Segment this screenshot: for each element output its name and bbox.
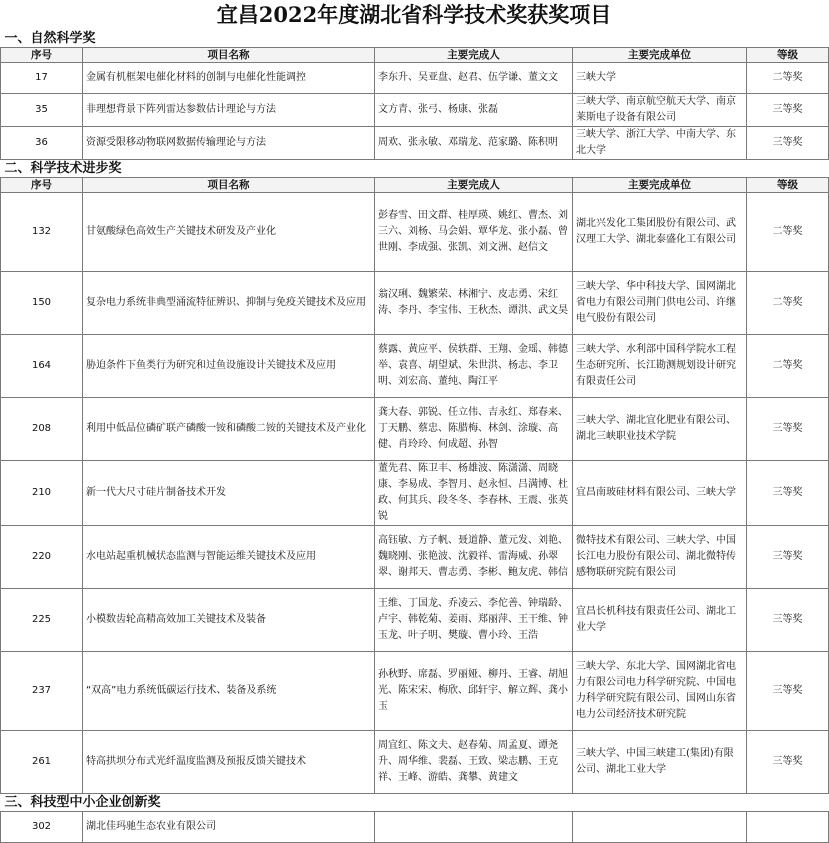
header-units: 主要完成单位 — [573, 48, 747, 63]
section-row — [1, 794, 829, 812]
main-contributors: 文方青、张弓、杨康、张磊 — [375, 94, 573, 127]
main-units: 三峡大学、中国三峡建工(集团)有限公司、湖北工业大学 — [573, 731, 747, 794]
award-table — [0, 30, 829, 843]
row-number: 35 — [1, 94, 83, 127]
section-title: 三、科技型中小企业创新奖 — [1, 794, 829, 812]
award-grade — [747, 812, 829, 843]
project-name: 小模数齿轮高精高效加工关键技术及装备 — [83, 589, 375, 652]
table-row — [1, 63, 829, 94]
main-contributors: 董先君、陈卫丰、杨雄波、陈潇潇、周晓康、李易成、李智月、赵永恒、吕满博、杜政、何其兵、段冬冬、李春林、王震、张英锐 — [375, 461, 573, 526]
main-contributors: 高钰敏、方子帆、聂道静、董元发、刘艳、魏晓刚、张艳波、沈毅祥、雷海威、孙翠翠、谢邦天、曹志勇、李彬、鲍友虎、韩信 — [375, 526, 573, 589]
main-contributors: 蔡露、黄应平、侯轶群、王翔、金瑶、韩德举、袁喜、胡望斌、朱世洪、杨志、李卫明、刘宏高、董纯、陶江平 — [375, 335, 573, 398]
header-row — [1, 48, 829, 63]
main-units: 三峡大学、东北大学、国网湖北省电力有限公司电力科学研究院、中国电力科学研究院有限公司、国网山东省电力公司经济技术研究院 — [573, 652, 747, 731]
table-row — [1, 812, 829, 843]
main-units: 宜昌长机科技有限责任公司、湖北工业大学 — [573, 589, 747, 652]
main-units: 宜昌南玻硅材料有限公司、三峡大学 — [573, 461, 747, 526]
award-grade: 三等奖 — [747, 589, 829, 652]
main-contributors: 孙秋野、席磊、罗丽娅、柳丹、王睿、胡旭光、陈宋宋、梅欣、邱轩宇、解立辉、龚小玉 — [375, 652, 573, 731]
main-units: 三峡大学、湖北宜化肥业有限公司、湖北三峡职业技术学院 — [573, 398, 747, 461]
award-grade: 三等奖 — [747, 461, 829, 526]
award-grade: 三等奖 — [747, 731, 829, 794]
project-name: 资源受限移动物联网数据传输理论与方法 — [83, 127, 375, 160]
table-row — [1, 652, 829, 731]
award-grade: 二等奖 — [747, 272, 829, 335]
award-grade: 二等奖 — [747, 63, 829, 94]
main-contributors: 龚大春、郭锐、任立伟、吉永红、郑春来、丁天鹏、蔡忠、陈腊梅、林剑、涂璇、高健、肖玲玲、何成超、孙智 — [375, 398, 573, 461]
table-row — [1, 94, 829, 127]
award-grade: 三等奖 — [747, 652, 829, 731]
header-no: 序号 — [1, 178, 83, 193]
table-row — [1, 193, 829, 272]
project-name: 复杂电力系统非典型涌流特征辨识、抑制与免疫关键技术及应用 — [83, 272, 375, 335]
main-units: 三峡大学、南京航空航天大学、南京莱斯电子设备有限公司 — [573, 94, 747, 127]
main-units: 湖北兴发化工集团股份有限公司、武汉理工大学、湖北泰盛化工有限公司 — [573, 193, 747, 272]
table-row — [1, 731, 829, 794]
header-project: 项目名称 — [83, 48, 375, 63]
award-grade: 二等奖 — [747, 193, 829, 272]
section-title: 一、自然科学奖 — [1, 30, 829, 48]
row-number: 302 — [1, 812, 83, 843]
main-units: 三峡大学、水利部中国科学院水工程生态研究所、长江勘测规划设计研究有限责任公司 — [573, 335, 747, 398]
project-name: 非理想背景下阵列雷达参数估计理论与方法 — [83, 94, 375, 127]
award-table-body — [1, 30, 829, 843]
header-grade: 等级 — [747, 178, 829, 193]
header-people: 主要完成人 — [375, 48, 573, 63]
table-row — [1, 398, 829, 461]
main-units: 三峡大学、浙江大学、中南大学、东北大学 — [573, 127, 747, 160]
project-name: 利用中低品位磷矿联产磷酸一铵和磷酸二铵的关键技术及产业化 — [83, 398, 375, 461]
row-number: 36 — [1, 127, 83, 160]
main-contributors: 彭春雪、田文群、桂厚瑛、姚红、曹杰、刘三六、刘杨、马会娟、覃华龙、张小磊、曾世刚、李成强、张凯、刘文洲、赵信文 — [375, 193, 573, 272]
table-row — [1, 461, 829, 526]
project-name: “双高”电力系统低碳运行技术、装备及系统 — [83, 652, 375, 731]
header-row — [1, 178, 829, 193]
award-grade: 三等奖 — [747, 398, 829, 461]
document-title: 宜昌2022年度湖北省科学技术奖获奖项目 — [216, 2, 612, 27]
main-units: 三峡大学、华中科技大学、国网湖北省电力有限公司荆门供电公司、许继电气股份有限公司 — [573, 272, 747, 335]
table-row — [1, 272, 829, 335]
award-grade: 二等奖 — [747, 335, 829, 398]
section-title: 二、科学技术进步奖 — [1, 160, 829, 178]
main-units — [573, 812, 747, 843]
project-name: 胁迫条件下鱼类行为研究和过鱼设施设计关键技术及应用 — [83, 335, 375, 398]
main-contributors — [375, 812, 573, 843]
row-number: 208 — [1, 398, 83, 461]
table-row — [1, 589, 829, 652]
row-number: 210 — [1, 461, 83, 526]
main-contributors: 王维、丁国龙、乔凌云、李佗善、钟瑞龄、卢宇、韩乾菊、姜雨、郑丽萍、王干维、钟玉龙、叶子明、樊璇、曹小玲、王浩 — [375, 589, 573, 652]
row-number: 132 — [1, 193, 83, 272]
row-number: 164 — [1, 335, 83, 398]
row-number: 225 — [1, 589, 83, 652]
project-name: 湖北佳玛驰生态农业有限公司 — [83, 812, 375, 843]
header-no: 序号 — [1, 48, 83, 63]
project-name: 特高拱坝分布式光纤温度监测及预报反馈关键技术 — [83, 731, 375, 794]
project-name: 水电站起重机械状态监测与智能运维关键技术及应用 — [83, 526, 375, 589]
row-number: 220 — [1, 526, 83, 589]
award-grade: 三等奖 — [747, 526, 829, 589]
row-number: 150 — [1, 272, 83, 335]
header-grade: 等级 — [747, 48, 829, 63]
section-row — [1, 160, 829, 178]
project-name: 新一代大尺寸硅片制备技术开发 — [83, 461, 375, 526]
main-contributors: 李东升、吴亚盘、赵君、伍学谦、董文文 — [375, 63, 573, 94]
main-contributors: 翁汉琍、魏繁荣、林湘宁、皮志勇、宋红涛、李丹、李宝伟、王秋杰、谭洪、武文昊 — [375, 272, 573, 335]
section-row — [1, 30, 829, 48]
main-contributors: 周欢、张永敏、邓瑞龙、范家璐、陈积明 — [375, 127, 573, 160]
table-row — [1, 526, 829, 589]
row-number: 17 — [1, 63, 83, 94]
project-name: 甘氨酸绿色高效生产关键技术研发及产业化 — [83, 193, 375, 272]
table-row — [1, 127, 829, 160]
row-number: 237 — [1, 652, 83, 731]
main-contributors: 周宜红、陈文夫、赵春菊、周孟夏、谭尧升、周华维、裴磊、王致、梁志鹏、王克祥、王峰、游皓、龚攀、黄建文 — [375, 731, 573, 794]
main-units: 微特技术有限公司、三峡大学、中国长江电力股份有限公司、湖北微特传感物联研究院有限公司 — [573, 526, 747, 589]
award-grade: 三等奖 — [747, 127, 829, 160]
award-grade: 三等奖 — [747, 94, 829, 127]
table-row — [1, 335, 829, 398]
project-name: 金属有机框架电催化材料的创制与电催化性能调控 — [83, 63, 375, 94]
row-number: 261 — [1, 731, 83, 794]
main-units: 三峡大学 — [573, 63, 747, 94]
header-people: 主要完成人 — [375, 178, 573, 193]
header-project: 项目名称 — [83, 178, 375, 193]
header-units: 主要完成单位 — [573, 178, 747, 193]
